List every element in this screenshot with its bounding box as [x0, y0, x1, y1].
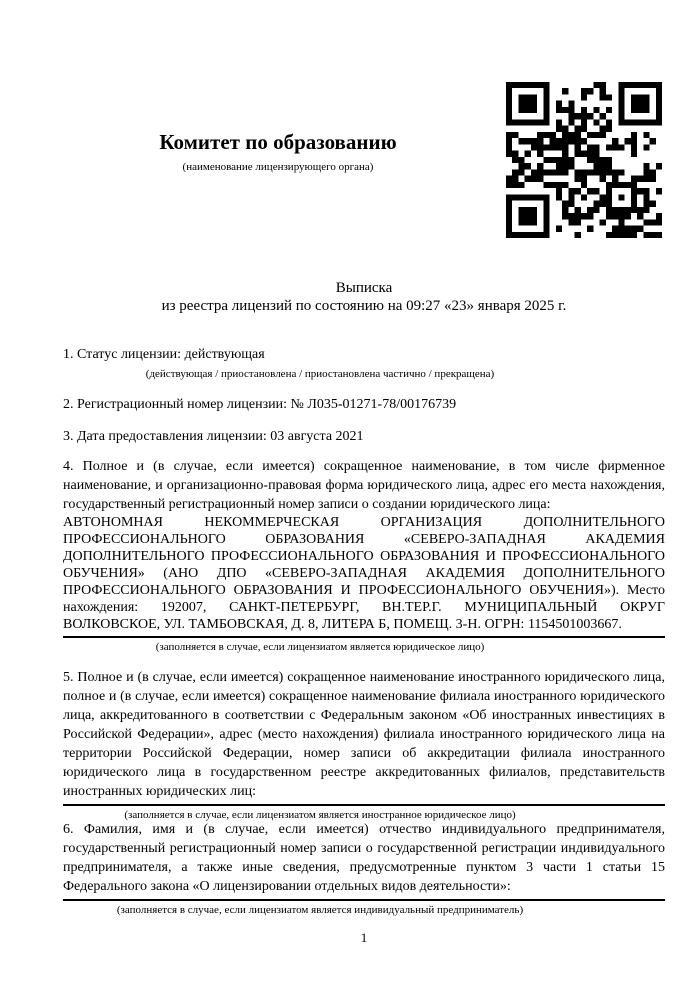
license-status-note: (действующая / приостановлена / приостановлена частично / прекращена)	[145, 368, 495, 380]
legal-entity-paragraph: 4. Полное и (в случае, если имеется) сокращенное наименование, в том числе фирменное наименование, и организационно-правовая форма юридического лица, адрес его места нахождения, государственный регистрационный номер записи о создании юридического лица:	[63, 459, 665, 512]
registration-number-line: 2. Регистрационный номер лицензии: № Л035-01271-78/00176739	[63, 397, 457, 412]
page-number: 1	[360, 930, 368, 945]
fill-line-individual-entrepreneur	[63, 899, 665, 901]
licensing-authority-header	[63, 130, 493, 173]
grant-date-line: 3. Дата предоставления лицензии: 03 августа 2021	[63, 429, 364, 444]
document-title-line2: из реестра лицензий по состоянию на 09:27 «23» января 2025 г.	[161, 298, 567, 314]
individual-entrepreneur-note: (заполняется в случае, если лицензиатом является индивидуальный предприниматель)	[116, 904, 524, 916]
document-title	[63, 279, 665, 315]
qr-code-icon	[506, 82, 662, 238]
foreign-entity-note: (заполняется в случае, если лицензиатом является иностранное юридическое лицо)	[124, 809, 516, 821]
licensing-authority-caption: (наименование лицензирующего органа)	[182, 161, 374, 173]
item-5-section	[63, 668, 665, 822]
licensing-authority-name: Комитет по образованию	[159, 130, 397, 154]
fill-line-legal-entity	[63, 636, 665, 638]
legal-entity-note: (заполняется в случае, если лицензиатом является юридическое лицо)	[155, 641, 485, 653]
items-1-to-4-section	[63, 345, 665, 654]
licensee-name-value: АВТОНОМНАЯ НЕКОММЕРЧЕСКАЯ ОРГАНИЗАЦИЯ ДОПОЛНИТЕЛЬНОГО ПРОФЕССИОНАЛЬНОГО ОБРАЗОВАНИЯ «СЕВЕРО-ЗАПАДНАЯ АКАДЕМИЯ ДОПОЛНИТЕЛЬНОГО ПРОФЕССИОНАЛЬНОГО ОБРАЗОВАНИЯ И ПРОФЕССИОНАЛЬНОГО ОБУЧЕНИЯ» (АНО ДПО «СЕВЕРО-ЗАПАДНАЯ АКАДЕМИЯ ДОПОЛНИТЕЛЬНОГО ПРОФЕССИОНАЛЬНОГО ОБРАЗОВАНИЯ И ПРОФЕССИОНАЛЬНОГО ОБУЧЕНИЯ»). Место нахождения: 192007, САНКТ-ПЕТЕРБУРГ, ВН.ТЕР.Г. МУНИЦИПАЛЬНЫЙ ОКРУГ ВОЛКОВСКОЕ, УЛ. ТАМБОВСКАЯ, Д. 8, ЛИТЕРА Б, ПОМЕЩ. 3-Н. ОГРН: 1154501003667.	[63, 515, 665, 632]
individual-entrepreneur-paragraph: 6. Фамилия, имя и (в случае, если имеется) отчество индивидуального предпринимателя, государственный регистрационный номер записи о государственной регистрации индивидуального предпринимателя, а также иные сведения, предусмотренные пунктом 3 части 1 статьи 15 Федерального закона «О лицензировании отдельных видов деятельности»:	[63, 822, 665, 894]
license-status-line: 1. Статус лицензии: действующая	[63, 347, 265, 362]
foreign-entity-paragraph: 5. Полное и (в случае, если имеется) сокращенное наименование иностранного юридического лица, полное и (в случае, если имеется) сокращенное наименование филиала иностранного юридического лица, аккредитованного в соответствии с Федеральным законом «Об иностранных инвестициях в Российской Федерации», адрес (место нахождения) филиала иностранного юридического лица на территории Российской Федерации, номер записи об аккредитации филиала иностранного юридического лица в государственном реестре аккредитованных филиалов, представительств иностранных юридических лиц:	[63, 670, 665, 799]
document-title-line1: Выписка	[335, 280, 393, 296]
fill-line-foreign-entity	[63, 804, 665, 806]
item-6-section	[63, 820, 665, 917]
